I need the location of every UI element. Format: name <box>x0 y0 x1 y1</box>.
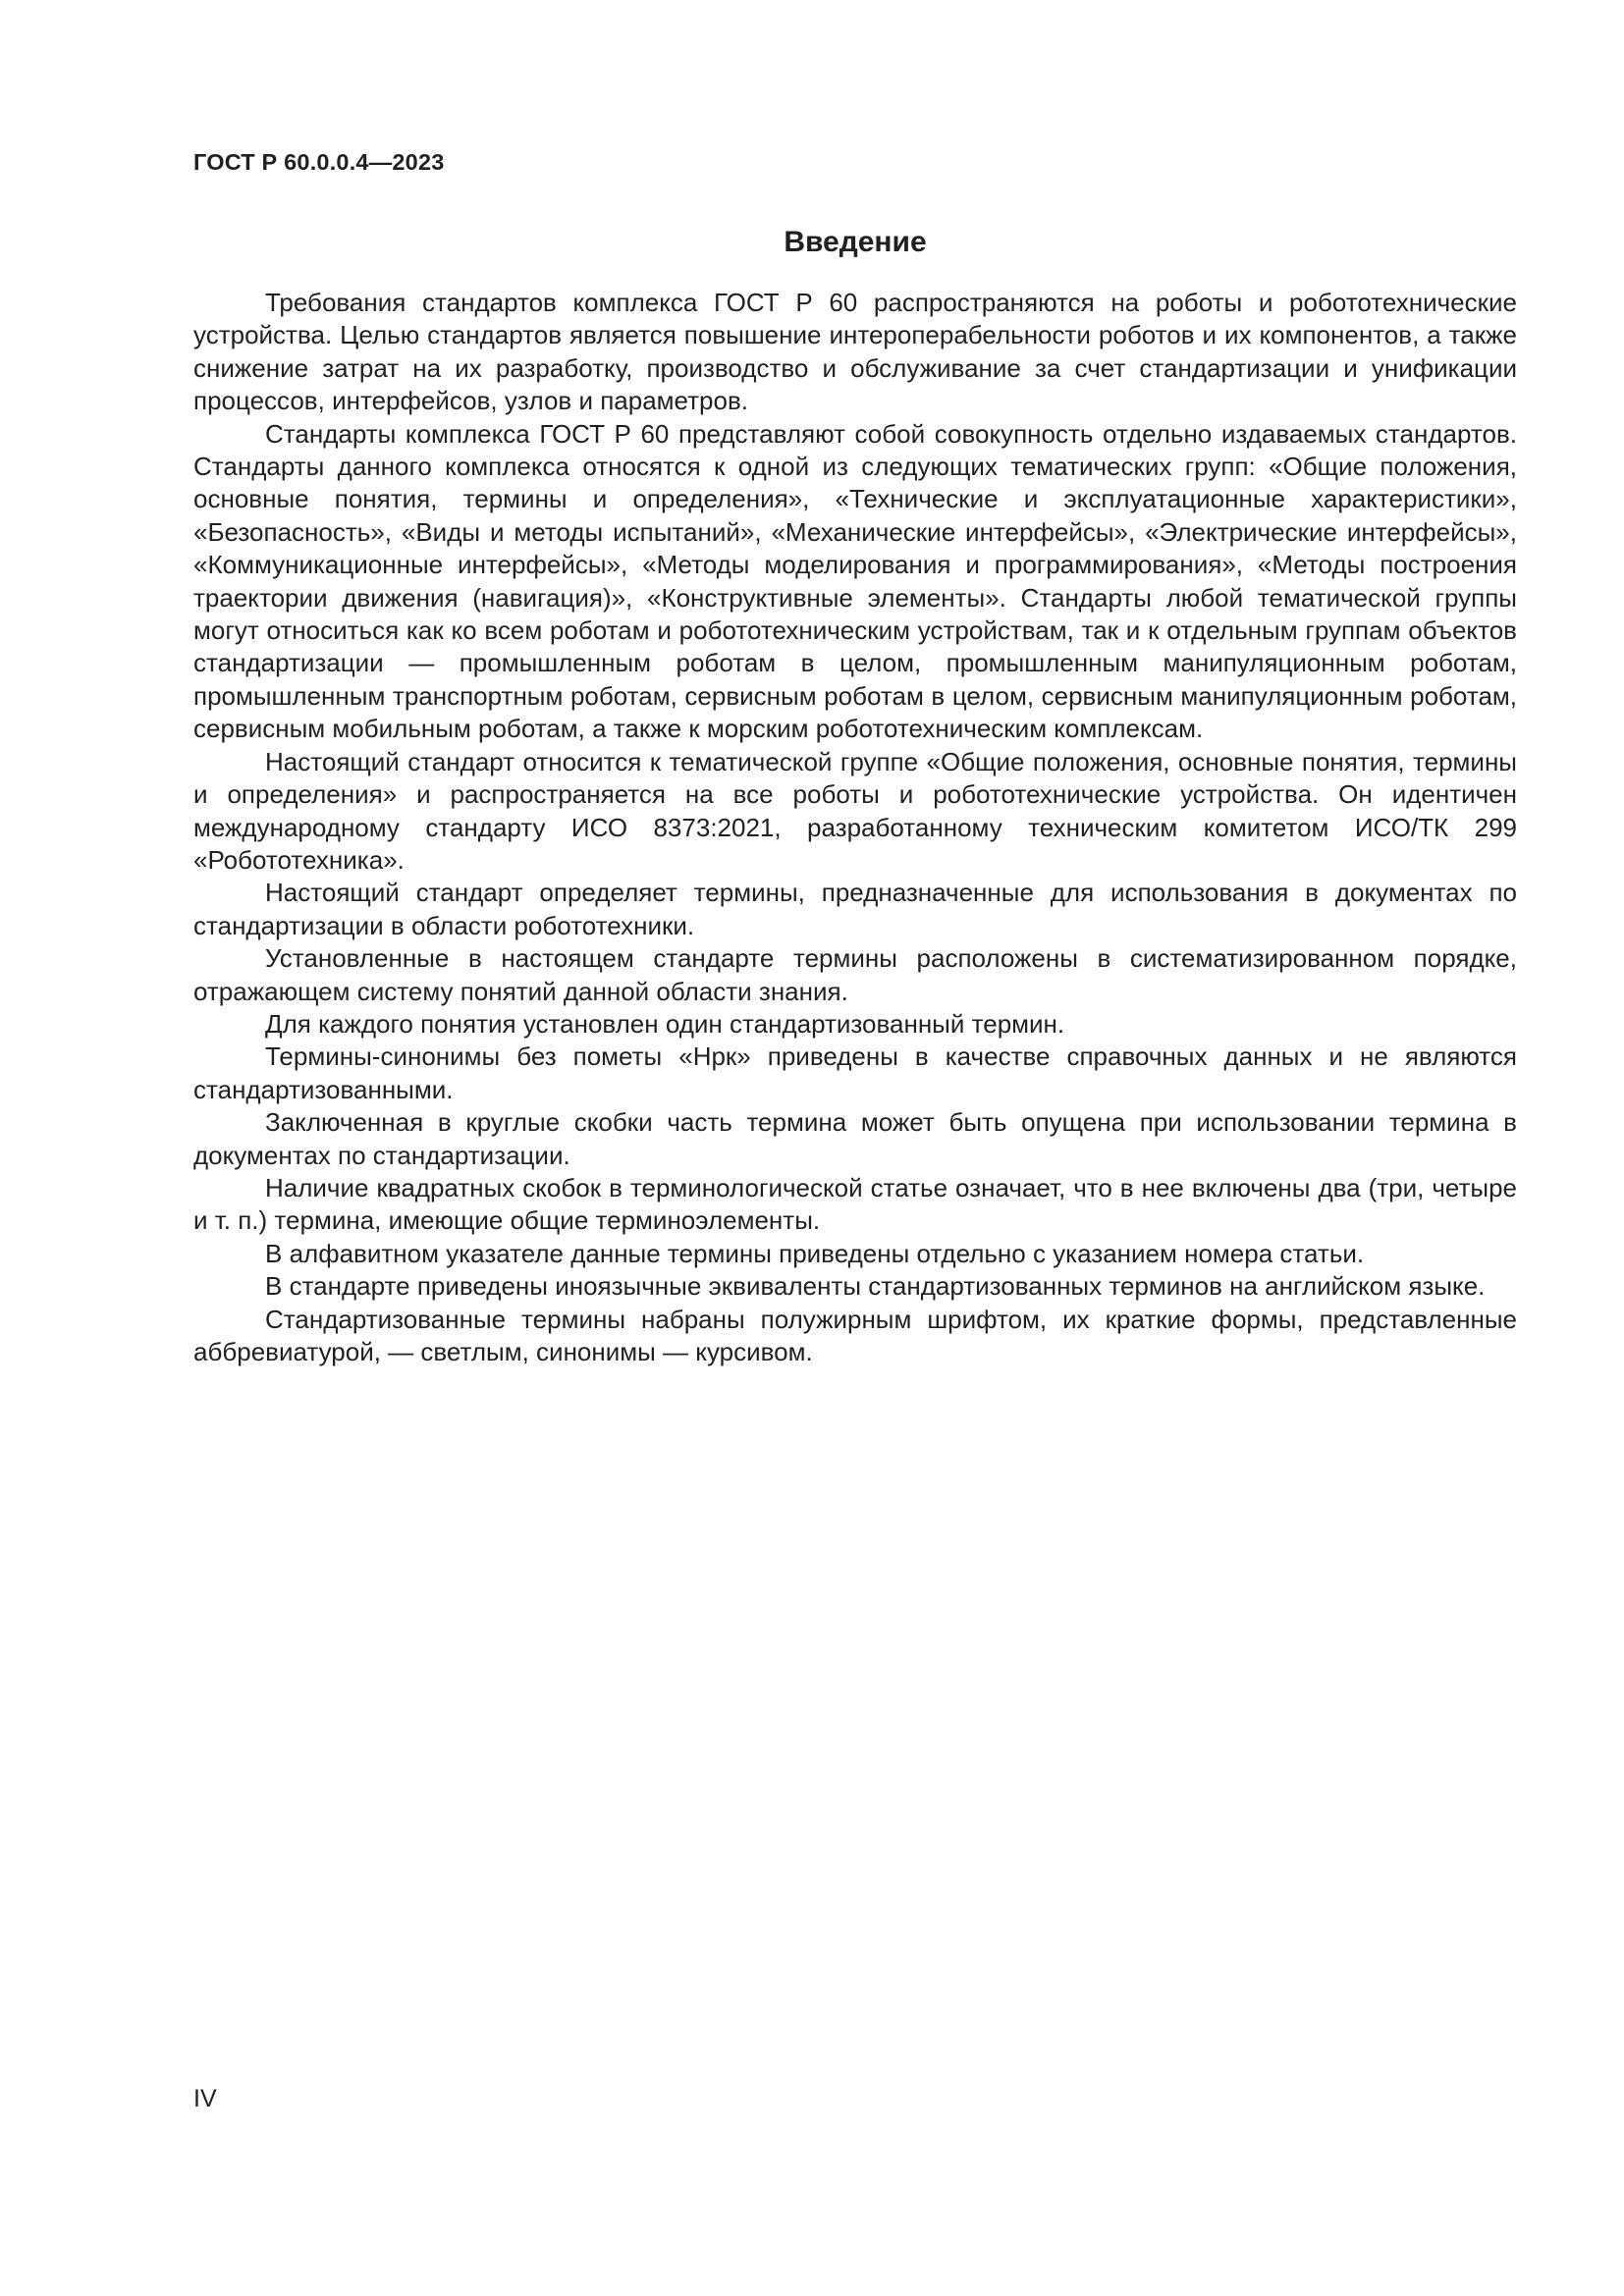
paragraph: Настоящий стандарт определяет термины, предназначенные для использования в документах по стандартизации в области робототехники. <box>193 878 1517 940</box>
paragraph: Заключенная в круглые скобки часть термина может быть опущена при использовании термина в документах по стандартизации. <box>193 1107 1517 1170</box>
paragraph: Наличие квадратных скобок в терминологической статье означает, что в нее включены два (три, четыре и т. п.) термина, имеющие общие терминоэлементы. <box>193 1172 1517 1236</box>
paragraph: Стандарты комплекса ГОСТ Р 60 представляют собой совокупность отдельно издаваемых стандартов. Стандарты данного комплекса относятся к одной из следующих тематических групп: «Общие положения, основные понятия, термины и определения», «Технические и эксплуатационные характеристики», «Безопасность», «Виды и методы испытаний», «Механические интерфейсы», «Электрические интерфейсы», «Коммуникационные интерфейсы», «Методы моделирования и программирования», «Методы построения траектории движения (навигация)», «Конструктивные элементы». Стандарты любой тематической группы могут относиться как ко всем роботам и робототехническим устройствам, так и к отдельным группам объектов стандартизации — промышленным роботам в целом, промышленным манипуляционным роботам, промышленным транспортным роботам, сервисным роботам в целом, сервисным манипуляционным роботам, сервисным мобильным роботам, а также к морским робототехническим комплексам. <box>193 418 1517 744</box>
document-code-header: ГОСТ Р 60.0.0.4—2023 <box>193 149 445 175</box>
paragraph: Для каждого понятия установлен один стандартизованный термин. <box>265 1008 1065 1039</box>
paragraph: Установленные в настоящем стандарте термины расположены в систематизированном порядке, отражающем систему понятий данной области знания. <box>193 943 1517 1006</box>
page-number: IV <box>193 2085 217 2112</box>
paragraph: Стандартизованные термины набраны полужирным шрифтом, их краткие формы, представленные аббревиатурой, — светлым, синонимы — курсивом. <box>193 1304 1517 1366</box>
introduction-body <box>193 287 1517 1368</box>
paragraph: В алфавитном указателе данные термины приведены отдельно с указанием номера статьи. <box>265 1238 1365 1268</box>
paragraph: Требования стандартов комплекса ГОСТ Р 60 распространяются на роботы и робототехнические устройства. Целью стандартов является повышение интероперабельности роботов и их компонентов, а также снижение затрат на их разработку, производство и обслуживание за счет стандартизации и унификации процессов, интерфейсов, узлов и параметров. <box>193 288 1517 416</box>
paragraph: Термины-синонимы без пометы «Нрк» приведены в качестве справочных данных и не являются стандартизованными. <box>193 1041 1517 1104</box>
paragraph: Настоящий стандарт относится к тематической группе «Общие положения, основные понятия, термины и определения» и распространяется на все роботы и робототехнические устройства. Он идентичен международному стандарту ИСО 8373:2021, разработанному техническим комитетом ИСО/ТК 299 «Робототехника». <box>193 746 1517 875</box>
paragraph: В стандарте приведены иноязычные эквиваленты стандартизованных терминов на английском языке. <box>265 1271 1486 1302</box>
section-title: Введение <box>784 226 927 258</box>
